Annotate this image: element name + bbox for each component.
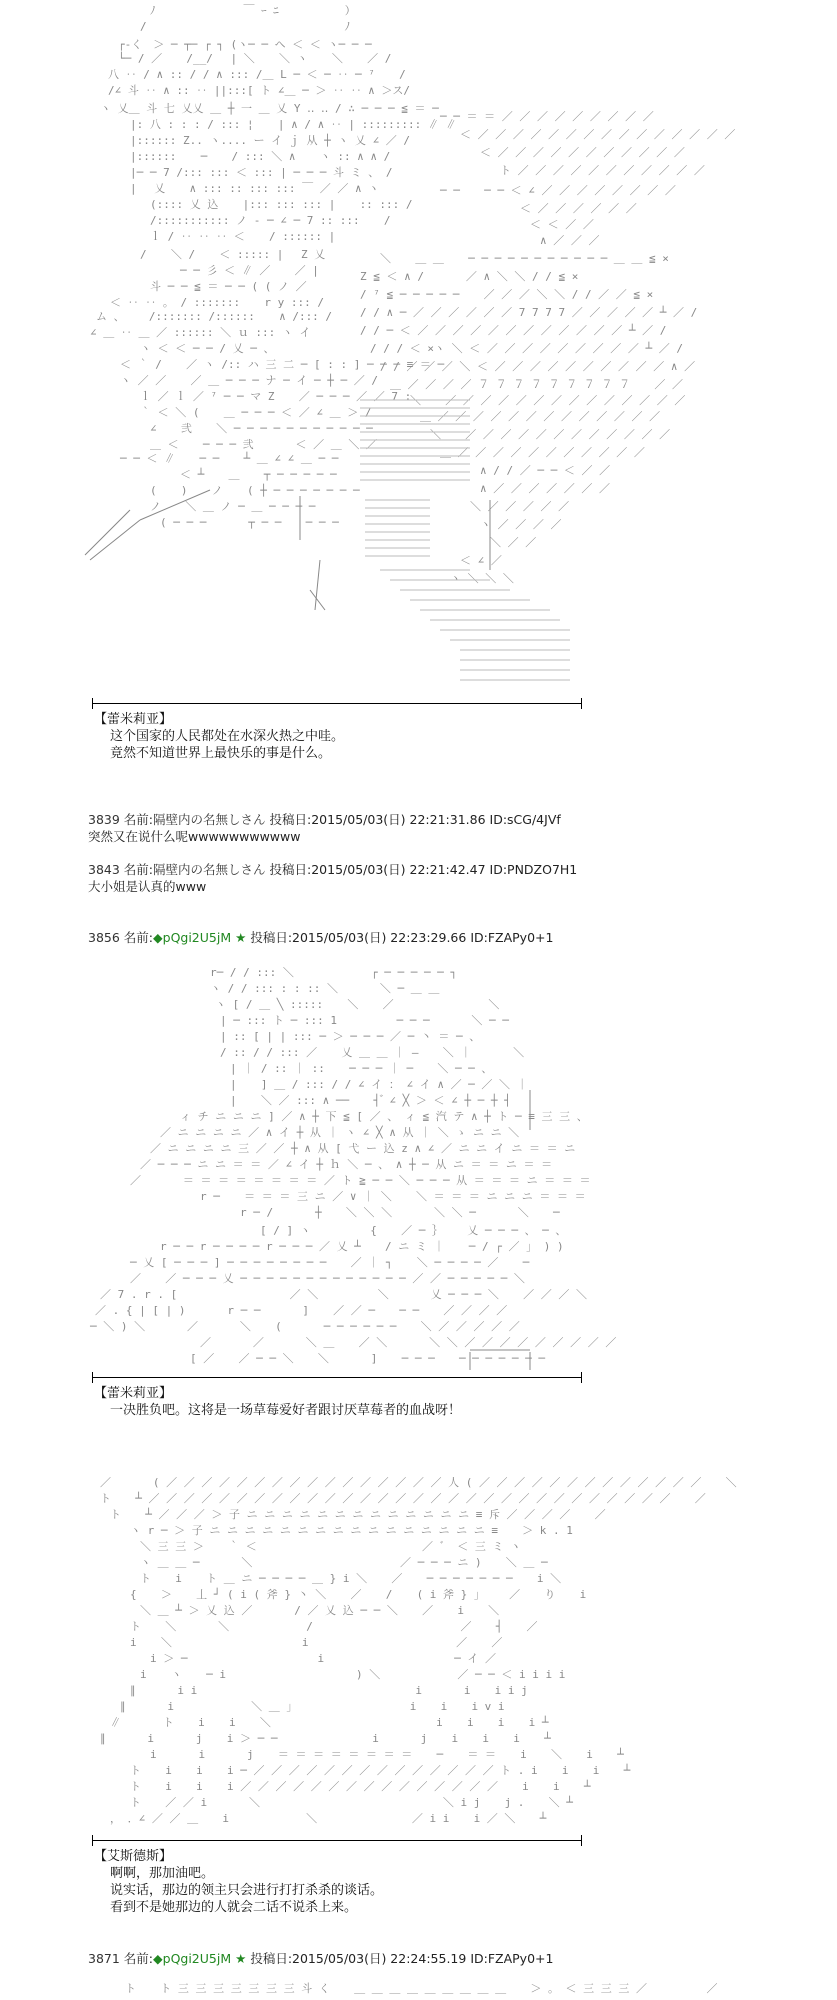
svg-text:＼ ＿ ＿ ─ ─ ─ ─ ─ ─ ─ ─ ─ ─: ＼ ＿ ＿ ─ ─ ─ ─ ─ ─ ─ ─ ─ ─ ─ ＿ ＿ ≦ ×: [380, 252, 669, 265]
svg-text:ヽ ＼ ＼ ＼: ヽ ＼ ＼ ＼: [450, 572, 514, 585]
svg-text:＿ ／ ／ ／ ／ ７ ７ ７ ７ ７ ７ ７ ７ ７: ＿ ／ ／ ／ ／ ７ ７ ７ ７ ７ ７ ７ ７ ７ ／ ／: [390, 378, 683, 391]
post-date: 2015/05/03(日) 22:21:42.47: [311, 862, 486, 877]
svg-text:＿ ／ ／ ／ ／ ／ ／ ／ ／ ／ ／ ／: ＿ ／ ／ ／ ／ ／ ／ ／ ／ ／ ／ ／: [440, 446, 645, 459]
dialogue-line: 看到不是她那边的人就会二话不说杀上来。: [110, 1900, 358, 1915]
svg-text:| 乂 ∧ ::: :: ::: ::: ￣ ／ ／: | 乂 ∧ ::: :: ::: ::: ￣ ／ ／ ∧ ヽ: [130, 182, 380, 195]
svg-text:ヽ r ─ ＞ 子 ニ ニ ニ ニ ニ ニ ニ ニ ニ ニ: ヽ r ─ ＞ 子 ニ ニ ニ ニ ニ ニ ニ ニ ニ ニ ニ ニ ニ ニ ニ ニ ≡ ＞ k . 1: [130, 1524, 573, 1537]
svg-text:─ ─ 彡 ＜ ∥ ／ ／ |: ─ ─ 彡 ＜ ∥ ／ ／ |: [180, 264, 319, 277]
svg-text:Z ≦ ＜ ∧ / ／ ∧ ＼ ＼ / / ≦ ×: Z ≦ ＜ ∧ / ／ ∧ ＼ ＼ / / ≦ ×: [360, 270, 579, 283]
svg-text:/ / ─ ＜ ／ ／ ／ ／ ／ ／ ／ ／ ／ ／ ／: / / ─ ＜ ／ ／ ／ ／ ／ ／ ／ ／ ／ ／ ／ ／ ┴ ／ /: [360, 324, 667, 337]
svg-text:| ｜ / :: ｜ :: ─ ─ ─ ｜ ─ ＼: | ｜ / :: ｜ :: ─ ─ ─ ｜ ─ ＼ ─ ─ 、: [230, 1062, 493, 1075]
dialogue-line: 一决胜负吧。这将是一场草莓爱好者跟讨厌草莓者的血战呀！: [110, 1403, 462, 1418]
post-id[interactable]: ID:FZAPy0+1: [470, 930, 554, 945]
svg-text:─ ─ ＝ ＝ ／ ／ ／ ／ ／ ／ ／ ／ ／: ─ ─ ＝ ＝ ／ ／ ／ ／ ／ ／ ／ ／ ／: [440, 110, 654, 123]
op-post-header: [88, 930, 553, 946]
dialogue-line: 这个国家的人民都处在水深火热之中哇。: [110, 729, 345, 744]
svg-text:∧ ／ ／ ／ ／ ／ ／ ／: ∧ ／ ／ ／ ／ ／ ／ ／: [480, 482, 610, 495]
dialogue-line: 说实话，那边的领主只会进行打打杀杀的谈话。: [110, 1883, 384, 1898]
name-label: 名前:: [123, 812, 154, 827]
svg-text:ｌ / ‥ ‥ ‥ ＜ / :::::: |: ｌ / ‥ ‥ ‥ ＜ / :::::: |: [150, 230, 336, 243]
svg-text:＜ ／ ／ ／ ／ ／ ／ ／ ／ ／ ／ ／ ／ ／ ／: ＜ ／ ／ ／ ／ ／ ／ ／ ／ ／ ／ ／ ／ ／ ／ ／: [460, 128, 736, 141]
svg-text:|─ ─ 7 /::: ::: ＜ ::: | ─ ─ ─: |─ ─ 7 /::: ::: ＜ ::: | ─ ─ ─ 斗 ミ 、 /: [130, 166, 393, 179]
post-number[interactable]: 3843: [88, 862, 120, 877]
date-label: 投稿日:: [250, 930, 293, 945]
svg-text:ト ／ ／ ／ ／ ／ ／ ／ ／ ／ ／ ／: ト ／ ／ ／ ／ ／ ／ ／ ／ ／ ／ ／: [500, 164, 705, 177]
post-body: 大小姐是认真的www: [88, 879, 207, 894]
post-number[interactable]: 3856: [88, 930, 120, 945]
post-header: [88, 862, 577, 878]
svg-text:＼ ／ ／ ／ ／ ／ ／ ／ ／ ／ ／ ／ ／: ＼ ／ ／ ／ ／ ／ ／ ／ ／ ／ ／ ／ ／: [430, 428, 671, 441]
svg-text:∧ ／ ／ ／: ∧ ／ ／ ／: [540, 234, 600, 247]
svg-text:─ ─ ─ ─ ＜ ∠ ／ ／ ／ ／ ／ ／ ／ ／: ─ ─ ─ ─ ＜ ∠ ／ ／ ／ ／ ／ ／ ／ ／: [440, 184, 676, 197]
tripcode: ◆pQgi2U5jM: [153, 1951, 232, 1966]
date-label: 投稿日:: [269, 812, 312, 827]
post-id[interactable]: ID:FZAPy0+1: [470, 1951, 554, 1966]
svg-text:ヽ [ / ＿ ╲ ::::: ＼ ／: ヽ [ / ＿ ╲ ::::: ＼ ／ ＼: [215, 998, 500, 1011]
svg-text:r─ / / ::: ＼ ┌ ─ ─ ─ ─: r─ / / ::: ＼ ┌ ─ ─ ─ ─ ─ ┐: [210, 966, 458, 979]
svg-text:ト ┴ ／ ／ ／ ＞ 子 ニ ニ ニ ニ ニ ニ ニ: ト ┴ ／ ／ ／ ＞ 子 ニ ニ ニ ニ ニ ニ ニ ニ ニ ニ ニ ニ ニ ≡ 斥 ／ ／ ／ ／ ／: [110, 1508, 606, 1521]
svg-text:i ヽ ─ i ) ＼: i ヽ ─ i ) ＼ ／ ─ ─ ＜ i i i i: [140, 1668, 566, 1681]
svg-text:/::::::::::: ノ ‐ ─ ∠ ─ 7 :: ::: /::::::::::: ノ ‐ ─ ∠ ─ 7 :: ::: /: [150, 214, 391, 227]
svg-text:| :: [ | | ::: ─ ＞ ─ ─ ─ ／ ─ 丶: | :: [ | | ::: ─ ＞ ─ ─ ─ ／ ─ 丶 ＝ ─ 、: [220, 1030, 481, 1043]
post-date: 2015/05/03(日) 22:24:55.19: [292, 1951, 467, 1966]
dialogue-line: 竟然不知道世界上最快乐的事是什么。: [110, 746, 332, 761]
svg-text:ィ チ ニ ニ ニ ] ／ ∧ ┼ 下 ≦ [ ／ 、 ィ: ィ チ ニ ニ ニ ] ／ ∧ ┼ 下 ≦ [ ／ 、 ィ ≦ 汽 テ ∧ ┼ ト ─ ≡ 三 三 、: [180, 1110, 588, 1123]
svg-text:( ─ ─ ─ ┬ ─ ─ ─ ─ ─: ( ─ ─ ─ ┬ ─ ─ ─ ─ ─: [160, 516, 339, 529]
svg-text:/ / ／ ／ ／ ＼ ＜ ／ ／ ／ ／ ／ ／ ／ ／: / / ／ ／ ／ ＼ ＜ ／ ／ ／ ／ ／ ／ ／ ／ ／ ／ ∧ ／: [380, 360, 696, 373]
svg-text:|: 八 : : : / ::: ¦ | ∧ / ∧ ‥: |: 八 : : : / ::: ¦ | ∧ / ∧ ‥ | ::::::::: ∥ ∥: [130, 118, 457, 131]
poster-name: 隔壁内の名無しさん: [153, 812, 266, 827]
dialogue-line: 啊啊，那加油吧。: [110, 1866, 215, 1881]
svg-text:i ＞ ─ i: i ＞ ─ i ─ イ ／: [150, 1652, 496, 1665]
svg-text:／ ／ ─ ─ ─ 乂 ─ ─ ─ ─ ─ ─ ─ ─: ／ ／ ─ ─ ─ 乂 ─ ─ ─ ─ ─ ─ ─ ─ ─ ─ ─ ─ ─ ／ ／ ─ ─ ─ ─ ─ ＼: [130, 1272, 525, 1285]
panel-divider-3: [92, 1840, 582, 1841]
svg-text:/ / ∧ ─ ／ ／ ／ ／ ／ ／ 7 7 7 7 ／: / / ∧ ─ ／ ／ ／ ／ ／ ／ 7 7 7 7 ／ ／ ／ ／ ／ ┴ ／ /: [360, 306, 698, 319]
svg-text:ヽ ／ ／ ／ ＿ ─ ─ ─ ナ ─ イ ─ ┼ ─: ヽ ／ ／ ／ ＿ ─ ─ ─ ナ ─ イ ─ ┼ ─ ／ /: [120, 374, 378, 387]
post-number[interactable]: 3839: [88, 812, 120, 827]
svg-text:｀ ＜ ＼ ( ＿ ─ ─ ─ ＜ ／ ∠ ＿ ＞ /: ｀ ＜ ＼ ( ＿ ─ ─ ─ ＜ ／ ∠ ＿ ＞ /: [140, 406, 372, 419]
svg-text:/ ＼ / ＜ ::::: | Z 乂: / ＼ / ＜ ::::: | Z 乂: [140, 248, 326, 261]
svg-text:∥ ト i i ＼: ∥ ト i i ＼ i i i i ┴: [110, 1716, 549, 1729]
svg-text:ヽ ＿ ＿ ─ ＼: ヽ ＿ ＿ ─ ＼ ／ ─ ─ ─ ニ ) ＼ ＿ ─: [140, 1556, 548, 1569]
svg-text:/ / / ＜ ×ヽ ＼ ＜ ／ ／ ／ ／ ／ ／ ／ ／: / / / ＜ ×ヽ ＼ ＜ ／ ／ ／ ／ ／ ／ ／ ／ ／ ┴ ／ /: [370, 342, 683, 355]
svg-text:| ─ ::: ト ─ ::: 1 ─ ─ ─: | ─ ::: ト ─ ::: 1 ─ ─ ─ ＼ ─ ─: [220, 1014, 509, 1027]
post-date: 2015/05/03(日) 22:23:29.66: [292, 930, 467, 945]
svg-text:／ ＝ ＝ ＝ ＝ ＝ ＝ ＝ ＝ ／ ト ≧ ─: ／ ＝ ＝ ＝ ＝ ＝ ＝ ＝ ＝ ／ ト ≧ ─ ─ ＼ ─ ─ ─ 从 ＝ ＝ ＝ ニ ＝ ＝ ＝: [130, 1174, 591, 1187]
tripcode: ◆pQgi2U5jM: [153, 930, 232, 945]
svg-text:/∠ 斗 ‥ ∧ :: ‥ ||:::[ ト ∠＿ ─ ＞: /∠ 斗 ‥ ∧ :: ‥ ||:::[ ト ∠＿ ─ ＞ ‥ ‥ ∧ ＞ス/: [108, 84, 411, 97]
svg-text:／ ( ／ ／ ／ ／ ／ ／ ／ ／ ／ ／ ／: ／ ( ／ ／ ／ ／ ／ ／ ／ ／ ／ ／ ／ ／ ／ ／ ／ ／ 人 ( ／ ／ ／ ／ ／ ／ ／ ／ ／ ／ ／ ／ ／ ＼: [100, 1476, 737, 1489]
svg-text:r ─ ＝ ＝ ＝ 三 ニ ／ ∨ ｜ ＼ ＼ ＝: r ─ ＝ ＝ ＝ 三 ニ ／ ∨ ｜ ＼ ＼ ＝ ＝ ＝ ニ ニ ニ ＝ ＝ ＝: [200, 1190, 586, 1203]
svg-text:∥ i j i ＞ ─ ─: ∥ i j i ＞ ─ ─ i j i i i ┴: [100, 1732, 551, 1745]
svg-text:＼ ／ ／ ／ ／ ／: ＼ ／ ／ ／ ／ ／: [470, 500, 570, 513]
svg-text:r ─ ─ r ─ ─ ─ ─ r ─ ─ ─ ／ 乂 ┴: r ─ ─ r ─ ─ ─ ─ r ─ ─ ─ ／ 乂 ┴ / ニ ミ ｜ ─ / ┌ ／ 」 ) ): [160, 1240, 564, 1253]
svg-text:＜ ／ ／ ／ ／ ／ ／: ＜ ／ ／ ／ ／ ／ ／: [520, 202, 637, 215]
svg-text:ト ／ ／ i ＼: ト ／ ／ i ＼ ＼ i j j . ＼ ┴: [130, 1796, 573, 1809]
svg-text:＼ ／ ／: ＼ ／ ／: [490, 536, 537, 549]
post-body: 突然又在说什么呢wwwwwwwwwww: [88, 829, 301, 844]
svg-text:/ ⁷ ≦ ─ ─ ─ ─ ─ ／ ／ ／ ＼ ＼ /: / ⁷ ≦ ─ ─ ─ ─ ─ ／ ／ ／ ＼ ＼ / / ／ ／ ≦ ×: [360, 288, 654, 301]
svg-text:八 ‥ / ∧ :: / / ∧ ::: /＿ L ─ ＜: 八 ‥ / ∧ :: / / ∧ ::: /＿ L ─ ＜ ─ ‥ ─ ⁷ /: [108, 68, 406, 81]
svg-text:＿ ／ ／ ／ ／ ／ ／ ／ ／ ／ ／ ／ ／ ／: ＿ ／ ／ ／ ／ ／ ／ ／ ／ ／ ／ ／ ／ ／: [420, 410, 661, 423]
post-date: 2015/05/03(日) 22:21:31.86: [311, 812, 486, 827]
svg-text:＼ ＿ ┴ ＞ 乂 込 ／ / ／ 乂 込 ─ ─: ＼ ＿ ┴ ＞ 乂 込 ／ / ／ 乂 込 ─ ─ ＼ ／ i ＼: [140, 1604, 500, 1617]
svg-text:(:::: 乂 込 |::: ::: ::: | :: (:::: 乂 込 |::: ::: ::: | :: ::: /: [150, 198, 413, 211]
svg-text:ヽ 乂＿ 斗 七 乂乂 ＿ ┼ 一 ＿ 乂 Y ‥ ‥ /: ヽ 乂＿ 斗 七 乂乂 ＿ ┼ 一 ＿ 乂 Y ‥ ‥ / ∴ ─ ─ ─ ≦ ＝ ─: [100, 102, 439, 115]
svg-text:i i j ＝ ＝ ＝ ＝ ＝ ＝ ＝: i i j ＝ ＝ ＝ ＝ ＝ ＝ ＝ ＝ ─ ＝ ＝ i ＼ i ┴: [150, 1748, 624, 1761]
svg-text:ｌ ／ ｌ ／ ⁷ ─ ─ マ Z ／ ─ ─ ─ ／: ｌ ／ ｌ ／ ⁷ ─ ─ マ Z ／ ─ ─ ─ ／ ／ 7 :: [140, 390, 412, 403]
star-icon: ★: [235, 930, 247, 945]
post-id[interactable]: ID:sCG/4JVf: [489, 812, 561, 827]
svg-text:ヽ ＜ ＜ ─ ─ / 乂 ─ 、: ヽ ＜ ＜ ─ ─ / 乂 ─ 、: [140, 342, 275, 355]
ascii-art-remilia-1: [0, 0, 837, 700]
svg-text:＿ ＜ ─ ─ ─ 弐 ＜ ／ ＿ ＼ ／: ＿ ＜ ─ ─ ─ 弐 ＜ ／ ＿ ＼ ／: [150, 438, 377, 451]
svg-text:─ 乂 [ ─ ─ ─ ] ─ ─ ─ ─ ─ ─ ─ ─: ─ 乂 [ ─ ─ ─ ] ─ ─ ─ ─ ─ ─ ─ ─ ／ ｜ ┐ ＼ ─ ─ ─ ─ ／ ─: [130, 1256, 530, 1269]
date-label: 投稿日:: [250, 1951, 293, 1966]
speaker-name: 【蕾米莉亚】: [94, 712, 173, 727]
date-label: 投稿日:: [269, 862, 312, 877]
svg-text:ト i i i ／ ／ ／ ／ ／ ／ ／ ／: ト i i i ／ ／ ／ ／ ／ ／ ／ ／ ／ ／ ／ ／ ／ ／ ／ i i ┴: [130, 1780, 591, 1793]
svg-text:∠ 弐 ＼ ─ ─ ─ ─ ─ ─ ─ ─ ─ ─: ∠ 弐 ＼ ─ ─ ─ ─ ─ ─ ─ ─ ─ ─ ─: [150, 422, 373, 435]
svg-text:─ ─ ＜ ∥ ─ ─ ┴ ＿ ∠ ∠ ＿ ─ ─: ─ ─ ＜ ∥ ─ ─ ┴ ＿ ∠ ∠ ＿ ─ ─: [120, 452, 339, 465]
svg-text:| ＼ ／ ::: ∧ ── ┤ ゙ ∠ ╳ ＞ ＜: | ＼ ／ ::: ∧ ── ┤ ゙ ∠ ╳ ＞ ＜ ∠ ┼ ─ ┼ ┤: [230, 1094, 511, 1107]
svg-text:＼ ／ ／ ／ ／ ／ ／ ／ ／ ／ ／ ／ ／ ／: ＼ ／ ／ ／ ／ ／ ／ ／ ／ ／ ／ ／ ／ ／ ／: [410, 394, 686, 407]
svg-text:斗 ─ ─ ≦ ＝ ─ ─ ( ( ノ ／: 斗 ─ ─ ≦ ＝ ─ ─ ( ( ノ ／: [150, 280, 307, 293]
name-label: 名前:: [123, 1951, 154, 1966]
svg-text:ﾉ ￣ ｰ ﾆ ）: ﾉ ￣ ｰ ﾆ ）: [150, 4, 356, 17]
name-label: 名前:: [123, 930, 154, 945]
svg-text:ト i ト ＿ ニ ─ ─ ─ ─ ＿ } i ＼: ト i ト ＿ ニ ─ ─ ─ ─ ＿ } i ＼ ／ ─ ─ ─ ─ ─ ─ ─ i ＼: [140, 1572, 562, 1585]
svg-text:r ─ / ┼ ＼ ＼ ＼ ＼ ＼ ─: r ─ / ┼ ＼ ＼ ＼ ＼ ＼ ─ ＼ ─: [240, 1206, 560, 1219]
star-icon: ★: [235, 1951, 247, 1966]
svg-text:＼ 三 三 ＞ ｀ ＜: ＼ 三 三 ＞ ｀ ＜ ／ ゛ ＜ 三 ミ ヽ: [140, 1540, 522, 1553]
svg-text:[ / ] ヽ { ／ ─ ｝ 乂 ─: [ / ] ヽ { ／ ─ ｝ 乂 ─ ─ ─ 、 ─ 、: [260, 1224, 567, 1237]
svg-text:ム 、 /::::::: /:::::: ∧ /::: ム 、 /::::::: /:::::: ∧ /::: /: [96, 310, 333, 323]
op-post-header: [88, 1951, 553, 1967]
panel-divider-2: [92, 1377, 582, 1378]
speaker-name: 【艾斯德斯】: [94, 1849, 173, 1864]
svg-text:ヽ / / ::: : : :: ＼ ＼ ─ ＿ ＿: ヽ / / ::: : : :: ＼ ＼ ─ ＿ ＿: [210, 982, 440, 995]
svg-text:ト ト 三 三 三 三 三 三 三 斗 く ＿ ＿: ト ト 三 三 三 三 三 三 三 斗 く ＿ ＿ ＿ ＿ ＿ ＿ ＿ ＿ ＿ ＞ 。 ＜ 三 三 三 ／ ／: [125, 1982, 718, 1995]
svg-text:ノ ＼ ＿ ノ ─ ＿ ─ ─ ─ ─: ノ ＼ ＿ ノ ─ ＿ ─ ─ ─ ─: [150, 500, 316, 513]
post-id[interactable]: ID:PNDZO7H1: [489, 862, 578, 877]
svg-text:＜ ∠ ／: ＜ ∠ ／: [460, 554, 502, 567]
svg-text:／ ─ ─ ─ ニ ニ ＝ ＝ ／ ∠ イ ┼ ｈ ＼ ─: ／ ─ ─ ─ ニ ニ ＝ ＝ ／ ∠ イ ┼ ｈ ＼ ─ 、 ∧ ┼ ─ 从 ニ ＝ ＝ ニ ＝ ＝: [140, 1158, 553, 1171]
svg-text:ト ＼ ＼ /: ト ＼ ＼ / ／ ┤ ／: [130, 1620, 538, 1633]
svg-text:{ ＞ 丄 ┘ ( i ( 斧 } 丶 ＼ ／: { ＞ 丄 ┘ ( i ( 斧 } 丶 ＼ ／ / ( i 斧 } 」 ／ り i: [130, 1588, 587, 1601]
svg-text:ト ┴ ／ ／ ／ ／ ／ ／ ／ ／ ／ ／ ／ ／: ト ┴ ／ ／ ／ ／ ／ ／ ／ ／ ／ ／ ／ ／ ／ ／ ／ ／ ／ ／ ／ ／ ／ ／ ／ ／ ／ ／ ／ ／ ／ ／ ／: [100, 1492, 706, 1505]
svg-text:∧ / / ／ ─ ─ ＜ ／ ／: ∧ / / ／ ─ ─ ＜ ／ ／: [480, 464, 611, 477]
svg-text:| ] ＿ / ::: / / ∠ イ ： ∠ イ ∧: | ] ＿ / ::: / / ∠ イ ： ∠ イ ∧ ／ ─ ／ ＼ ｜: [230, 1078, 528, 1091]
svg-text:∥ i ＼ ＿ 」: ∥ i ＼ ＿ 」 i i i v i: [120, 1700, 505, 1713]
svg-text:＜ ┴ ＿ ┬ ─ ─ ─ ─ ─: ＜ ┴ ＿ ┬ ─ ─ ─ ─ ─: [180, 468, 337, 481]
panel-divider-1: [92, 703, 582, 704]
svg-text:／ . { | [ | ) r ─ ─ ]: ／ . { | [ | ) r ─ ─ ] ／ ／ ─ ─ ─ ／ ／ ／ ／: [95, 1304, 508, 1317]
svg-text:＜ ｀ / ／ ヽ /:: ハ 三 二 ─ [ : :: ＜ ｀ / ／ ヽ /:: ハ 三 二 ─ [ : : ] ─ ─ ─ ≡ ＝ ─: [120, 358, 445, 371]
speaker-name: 【蕾米莉亚】: [94, 1386, 173, 1401]
svg-text:ト i i i ─ ／ ／ ／ ／ ／ ／ ／: ト i i i ─ ／ ／ ／ ／ ／ ／ ／ ／ ／ ／ ／ ／ ／ ／ ト . i i i ┴: [130, 1764, 631, 1777]
svg-text:( ) ノ ( ┼ ─ ─ ─ ─ ─ ─ ─: ( ) ノ ( ┼ ─ ─ ─ ─ ─ ─ ─: [150, 484, 360, 497]
svg-text:／ ニ ニ ニ ニ 三 ／ ／ ┼ ∧ 从 [ 弋 ー 込: ／ ニ ニ ニ ニ 三 ／ ／ ┼ ∧ 从 [ 弋 ー 込 z ∧ ∠ ／ ニ ニ イ ニ ＝ ＝ ニ: [150, 1142, 576, 1155]
name-label: 名前:: [123, 862, 154, 877]
svg-text:／ 7 . r . [ ／ ＼: ／ 7 . r . [ ／ ＼ ＼ 乂 ─ ─ ─ ＼ ／ ／ ／ ＼: [100, 1288, 588, 1301]
svg-text:∥ i i: ∥ i i i i i i j: [130, 1684, 528, 1697]
post-number[interactable]: 3871: [88, 1951, 120, 1966]
svg-text:／ ニ ニ ニ ニ ／ ∧ イ ┼ 从 ｜ ヽ ∠ ╳ ∧: ／ ニ ニ ニ ニ ／ ∧ イ ┼ 从 ｜ ヽ ∠ ╳ ∧ 从 ｜ ＼ ゝ ニ ニ ＼: [160, 1126, 520, 1139]
post-header: [88, 812, 561, 828]
svg-text:|:::::: ─ / ::: ＼ ∧ ヽ ::: |:::::: ─ / ::: ＼ ∧ ヽ :: ∧ ∧ /: [130, 150, 391, 163]
svg-text:└─ / ／ /__/ | ＼ ＼ ヽ ＼: └─ / ／ /__/ | ＼ ＼ ヽ ＼ ／ /: [118, 52, 392, 65]
svg-text:／ ／ ＼ ＿ ／ ＼ ＼ ＼: ／ ／ ＼ ＿ ／ ＼ ＼ ＼ ／ ／ ／ ／ ／ ／ ／ ／ ／: [200, 1336, 617, 1349]
svg-text:i ＼ i: i ＼ i ／ ／: [130, 1636, 503, 1649]
svg-text:┌‐く ＞ ─ ┬─ ┌ ┐ (ヽ─ ─ ヘ ＜ ＜ ヽ─: ┌‐く ＞ ─ ┬─ ┌ ┐ (ヽ─ ─ ヘ ＜ ＜ ヽ─ ─ ─: [118, 38, 372, 51]
svg-text:ヽ ／ ／ ／ ／: ヽ ／ ／ ／ ／: [480, 518, 562, 531]
poster-name: 隔壁内の名無しさん: [153, 862, 266, 877]
svg-text:[ ／ ／ ─ ─ ＼ ＼ ] ─ ─: [ ／ ／ ─ ─ ＼ ＼ ] ─ ─ ─ ─ ─ ─ ─ ─ ─ ─: [190, 1352, 546, 1365]
svg-text:|:::::: Z.. ヽ.... ー イ ｊ 从 ┼ ヽ: |:::::: Z.. ヽ.... ー イ ｊ 从 ┼ ヽ 乂 ∠ ／ /: [130, 134, 411, 147]
svg-text:， ．∠ ／ ／ ＿ i ＼: ， ．∠ ／ ／ ＿ i ＼ ／ i i i ／ ＼ ┴: [110, 1812, 547, 1825]
svg-text:＜ ‥ ‥ 。 / ::::::: r y ::: /: ＜ ‥ ‥ 。 / ::::::: r y ::: /: [110, 296, 324, 309]
svg-text:/ ﾉ: / ﾉ: [140, 20, 351, 33]
svg-text:＜ ／ ／ ／ ／ ／ ／ ／ ／ ／ ／ ／: ＜ ／ ／ ／ ／ ／ ／ ／ ／ ／ ／ ／: [480, 146, 685, 159]
svg-text:/ :: / / ::: ／ 乂 ＿ ＿ ｜ ― ＼: / :: / / ::: ／ 乂 ＿ ＿ ｜ ― ＼ ｜ ＼: [220, 1046, 525, 1059]
svg-text:─ ＼ ) ＼ ／ ＼ ( ─: ─ ＼ ) ＼ ／ ＼ ( ─ ─ ─ ─ ─ ─ ＼ ／ ／ ／ ／ ／: [90, 1320, 520, 1333]
svg-text:＜ ＜ ／ ／: ＜ ＜ ／ ／: [530, 218, 594, 231]
svg-text:∠ ＿ ‥ ＿ ／ :::::: ＼ ｕ ::: ヽ イ: ∠ ＿ ‥ ＿ ／ :::::: ＼ ｕ ::: ヽ イ: [90, 326, 311, 339]
